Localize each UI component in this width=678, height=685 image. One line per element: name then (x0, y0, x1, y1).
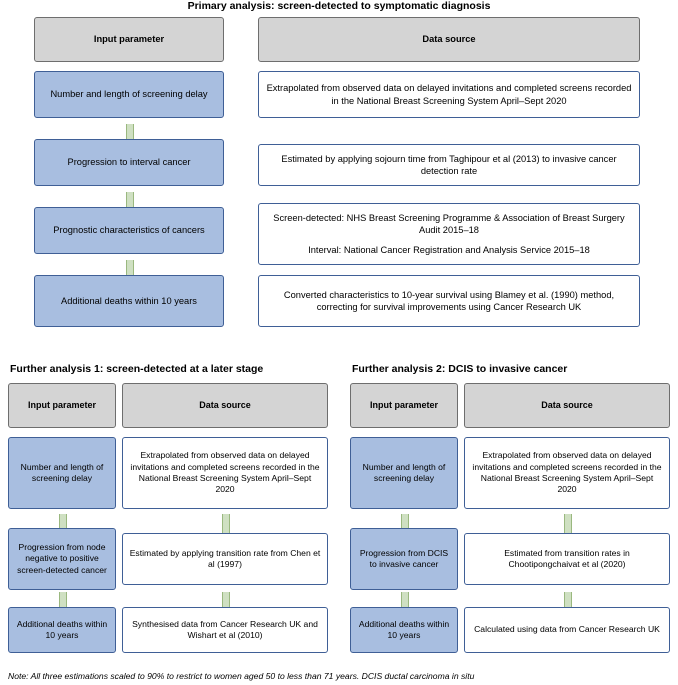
primary-source-3 (258, 203, 640, 265)
further1-input-2: Progression from node negative to positive screen-detected cancer (8, 528, 116, 590)
figure-footnote: Note: All three estimations scaled to 90% to restrict to women aged 50 to less than 71 years. DCIS ductal carcinoma in situ (8, 671, 475, 681)
further2-header-input-parameter: Input parameter (350, 383, 458, 428)
further1-input-3: Additional deaths within 10 years (8, 607, 116, 653)
primary-source-3-line1: Screen-detected: NHS Breast Screening Programme & Association of Breast Surgery Audit 2015–18 (273, 213, 625, 236)
primary-input-2: Progression to interval cancer (34, 139, 224, 186)
further1-source-2: Estimated by applying transition rate from Chen et al (1997) (122, 533, 328, 585)
primary-input-4: Additional deaths within 10 years (34, 275, 224, 327)
further2-input-3: Additional deaths within 10 years (350, 607, 458, 653)
further-analysis-1-title: Further analysis 1: screen-detected at a later stage (10, 363, 264, 375)
further-analysis-2-title: Further analysis 2: DCIS to invasive cancer (352, 363, 568, 375)
primary-header-data-source: Data source (258, 17, 640, 62)
primary-input-3: Prognostic characteristics of cancers (34, 207, 224, 254)
further2-source-1: Extrapolated from observed data on delayed invitations and completed screens recorded in the National Breast Screening System April–Sept 2020 (464, 437, 670, 509)
further2-input-1: Number and length of screening delay (350, 437, 458, 509)
primary-source-1: Extrapolated from observed data on delayed invitations and completed screens recorded in the National Breast Screening System April–Sept 2020 (258, 71, 640, 118)
primary-input-1: Number and length of screening delay (34, 71, 224, 118)
further2-header-data-source: Data source (464, 383, 670, 428)
further1-header-input-parameter: Input parameter (8, 383, 116, 428)
primary-source-4: Converted characteristics to 10-year survival using Blamey et al. (1990) method, correcting for survival improvements using Cancer Research UK (258, 275, 640, 327)
primary-analysis-title: Primary analysis: screen-detected to symptomatic diagnosis (187, 0, 491, 12)
further2-source-3: Calculated using data from Cancer Research UK (464, 607, 670, 653)
further1-source-1: Extrapolated from observed data on delayed invitations and completed screens recorded in the National Breast Screening System April–Sept 2020 (122, 437, 328, 509)
primary-header-input-parameter: Input parameter (34, 17, 224, 62)
further1-header-data-source: Data source (122, 383, 328, 428)
further2-input-2: Progression from DCIS to invasive cancer (350, 528, 458, 590)
further1-source-3: Synthesised data from Cancer Research UK and Wishart et al (2010) (122, 607, 328, 653)
further2-source-2: Estimated from transition rates in Chootipongchaivat et al (2020) (464, 533, 670, 585)
further1-input-1: Number and length of screening delay (8, 437, 116, 509)
primary-source-3-line2: Interval: National Cancer Registration and Analysis Service 2015–18 (308, 244, 590, 255)
primary-source-2: Estimated by applying sojourn time from Taghipour et al (2013) to invasive cancer detection rate (258, 144, 640, 186)
